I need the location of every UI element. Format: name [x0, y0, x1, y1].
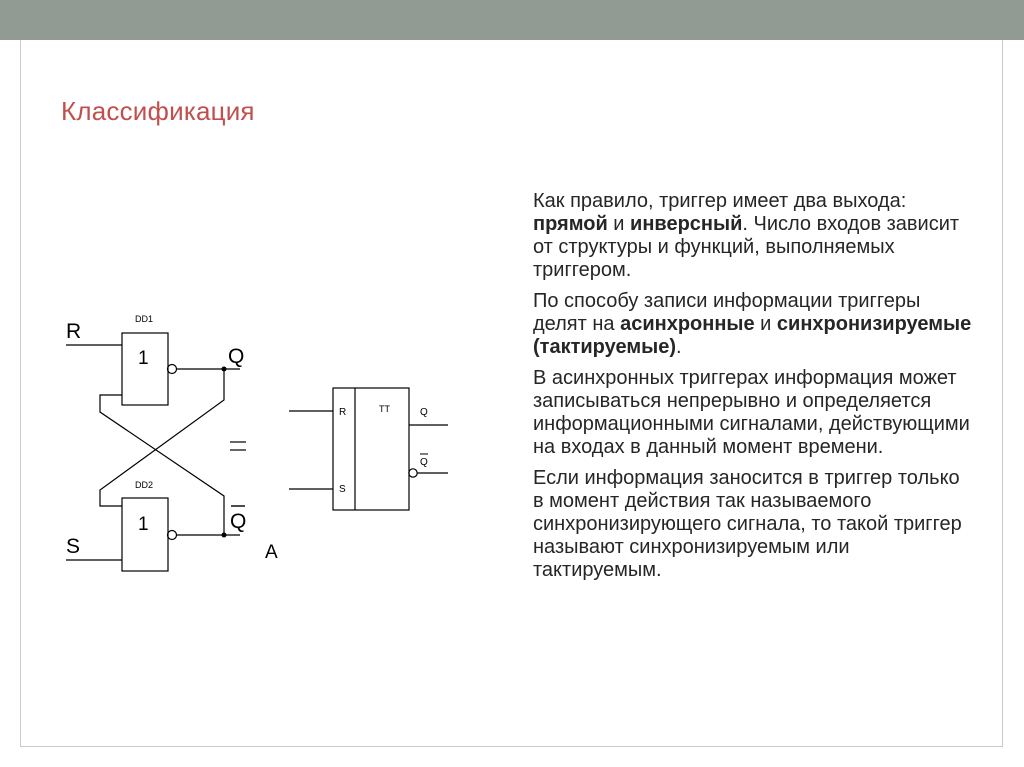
label-s: S [66, 535, 81, 558]
block-label-q-inv: Q [420, 457, 428, 468]
gate-dd2-symbol: 1 [138, 514, 149, 535]
label-r: R [66, 320, 82, 343]
gate-dd1 [122, 333, 168, 405]
block-label-q: Q [420, 407, 428, 418]
paragraph-2: По способу записи информации триггеры делят на асинхронные и синхронизируемые (тактируемые). [533, 290, 972, 358]
gate-dd1-inverter [168, 365, 177, 374]
paragraph-3: В асинхронных триггерах информация может записываться непрерывно и определяется информационными сигналами, действующими на входах в данный момент времени. [533, 367, 970, 458]
label-q-inv: Q [230, 510, 247, 533]
block-label-tt: TT [379, 404, 390, 414]
term-inverse: инверсный [630, 213, 743, 235]
wire-feedback-1 [100, 396, 224, 506]
block-label-s: S [339, 484, 346, 495]
block-label-r: R [339, 407, 347, 418]
paragraph-1: Как правило, триггер имеет два выхода: прямой и инверсный. Число входов зависит от структуры и функций, выполняемых триггером. [533, 190, 960, 281]
caption-a: A [265, 542, 278, 563]
label-q: Q [228, 345, 245, 368]
paragraph-4: Если информация заносится в триггер только в момент действия так называемого синхронизирующего сигнала, то такой триггер называют синхронизируемым или тактируемым. [533, 467, 962, 581]
gate-dd1-symbol: 1 [138, 348, 149, 369]
wire-feedback-2 [100, 395, 224, 506]
term-direct: прямой [533, 213, 608, 235]
label-dd1: DD1 [135, 314, 154, 324]
gate-dd2-inverter [168, 531, 177, 540]
term-sync: синхронизируемые (тактируемые) [533, 313, 972, 358]
slide-title: Классификация [61, 96, 255, 126]
term-async: асинхронные [620, 313, 755, 335]
tt-block-inverter [409, 469, 417, 477]
label-dd2: DD2 [135, 480, 154, 490]
